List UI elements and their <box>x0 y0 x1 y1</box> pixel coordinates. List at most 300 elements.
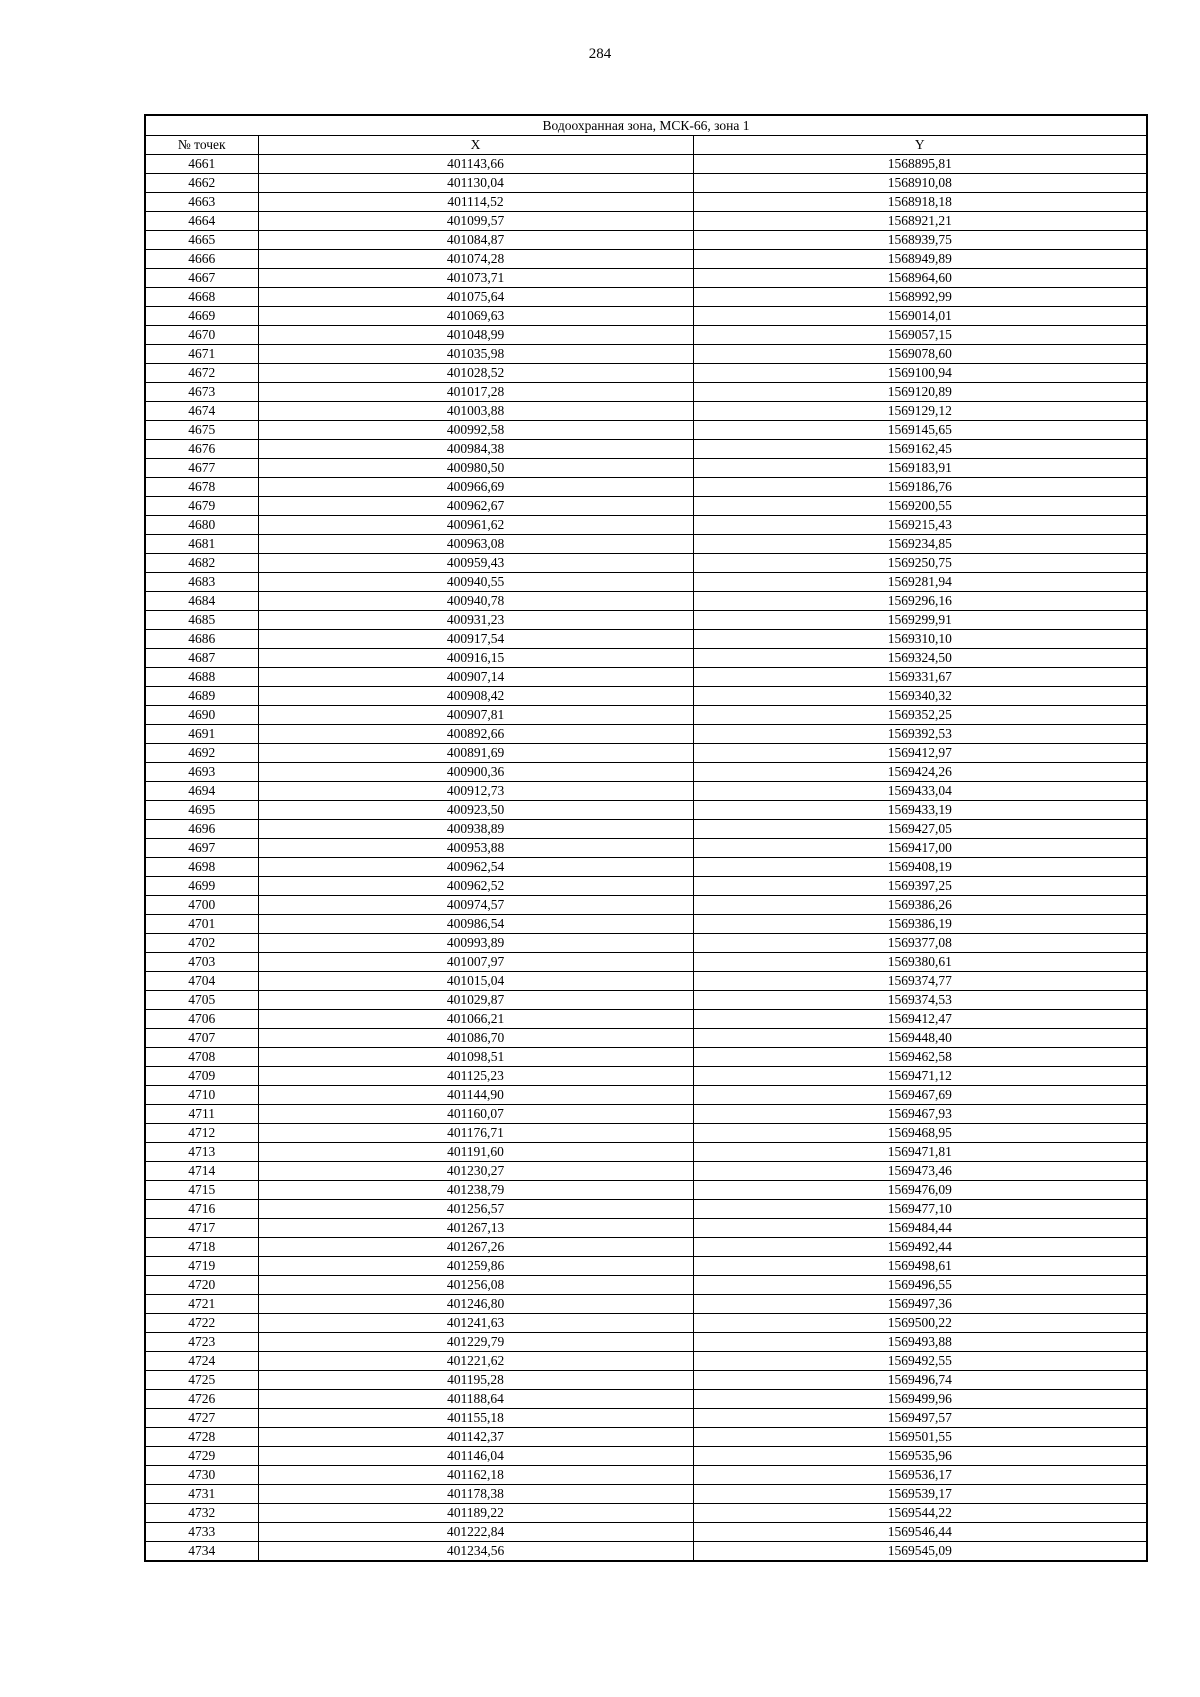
point-number-cell: 4719 <box>145 1257 258 1276</box>
y-coordinate-cell: 1569471,12 <box>693 1067 1147 1086</box>
y-coordinate-cell: 1568939,75 <box>693 231 1147 250</box>
x-coordinate-cell: 401074,28 <box>258 250 693 269</box>
table-caption: Водоохранная зона, МСК-66, зона 1 <box>145 115 1147 136</box>
point-number-cell: 4698 <box>145 858 258 877</box>
table-row <box>145 402 1147 421</box>
table-row <box>145 839 1147 858</box>
y-coordinate-cell: 1569129,12 <box>693 402 1147 421</box>
y-coordinate-cell: 1569397,25 <box>693 877 1147 896</box>
point-number-cell: 4701 <box>145 915 258 934</box>
x-coordinate-cell: 400961,62 <box>258 516 693 535</box>
point-number-cell: 4730 <box>145 1466 258 1485</box>
y-coordinate-cell: 1569544,22 <box>693 1504 1147 1523</box>
y-coordinate-cell: 1569535,96 <box>693 1447 1147 1466</box>
point-number-cell: 4702 <box>145 934 258 953</box>
x-coordinate-cell: 400974,57 <box>258 896 693 915</box>
table-row <box>145 801 1147 820</box>
y-coordinate-cell: 1569477,10 <box>693 1200 1147 1219</box>
table-row <box>145 1143 1147 1162</box>
point-number-cell: 4687 <box>145 649 258 668</box>
x-coordinate-cell: 400992,58 <box>258 421 693 440</box>
table-row <box>145 1371 1147 1390</box>
x-coordinate-cell: 401099,57 <box>258 212 693 231</box>
point-number-cell: 4717 <box>145 1219 258 1238</box>
x-coordinate-cell: 401256,57 <box>258 1200 693 1219</box>
y-coordinate-cell: 1569386,26 <box>693 896 1147 915</box>
x-coordinate-cell: 401125,23 <box>258 1067 693 1086</box>
y-coordinate-cell: 1569100,94 <box>693 364 1147 383</box>
table-row <box>145 972 1147 991</box>
x-coordinate-cell: 400980,50 <box>258 459 693 478</box>
table-row <box>145 459 1147 478</box>
x-coordinate-cell: 401259,86 <box>258 1257 693 1276</box>
x-coordinate-cell: 401178,38 <box>258 1485 693 1504</box>
table-row <box>145 915 1147 934</box>
table-row <box>145 326 1147 345</box>
x-coordinate-cell: 400916,15 <box>258 649 693 668</box>
table-row <box>145 991 1147 1010</box>
y-coordinate-cell: 1569467,69 <box>693 1086 1147 1105</box>
y-coordinate-cell: 1569162,45 <box>693 440 1147 459</box>
y-coordinate-cell: 1568992,99 <box>693 288 1147 307</box>
point-number-cell: 4666 <box>145 250 258 269</box>
table-row <box>145 1124 1147 1143</box>
y-coordinate-cell: 1569412,97 <box>693 744 1147 763</box>
y-coordinate-cell: 1569492,44 <box>693 1238 1147 1257</box>
point-number-cell: 4716 <box>145 1200 258 1219</box>
point-number-cell: 4732 <box>145 1504 258 1523</box>
table-row <box>145 440 1147 459</box>
y-coordinate-cell: 1569299,91 <box>693 611 1147 630</box>
x-coordinate-cell: 400923,50 <box>258 801 693 820</box>
point-number-cell: 4663 <box>145 193 258 212</box>
point-number-cell: 4693 <box>145 763 258 782</box>
x-coordinate-cell: 401188,64 <box>258 1390 693 1409</box>
x-coordinate-cell: 400963,08 <box>258 535 693 554</box>
x-coordinate-cell: 400938,89 <box>258 820 693 839</box>
column-header-x: X <box>258 136 693 155</box>
y-coordinate-cell: 1568910,08 <box>693 174 1147 193</box>
point-number-cell: 4712 <box>145 1124 258 1143</box>
x-coordinate-cell: 401162,18 <box>258 1466 693 1485</box>
x-coordinate-cell: 401230,27 <box>258 1162 693 1181</box>
y-coordinate-cell: 1569476,09 <box>693 1181 1147 1200</box>
x-coordinate-cell: 401246,80 <box>258 1295 693 1314</box>
point-number-cell: 4723 <box>145 1333 258 1352</box>
y-coordinate-cell: 1569215,43 <box>693 516 1147 535</box>
page-number: 284 <box>588 46 612 62</box>
x-coordinate-cell: 401229,79 <box>258 1333 693 1352</box>
y-coordinate-cell: 1569501,55 <box>693 1428 1147 1447</box>
table-row <box>145 687 1147 706</box>
x-coordinate-cell: 401256,08 <box>258 1276 693 1295</box>
table-row <box>145 383 1147 402</box>
point-number-cell: 4720 <box>145 1276 258 1295</box>
y-coordinate-cell: 1569392,53 <box>693 725 1147 744</box>
point-number-cell: 4673 <box>145 383 258 402</box>
point-number-cell: 4714 <box>145 1162 258 1181</box>
x-coordinate-cell: 401035,98 <box>258 345 693 364</box>
x-coordinate-cell: 401066,21 <box>258 1010 693 1029</box>
y-coordinate-cell: 1569057,15 <box>693 326 1147 345</box>
table-row <box>145 1162 1147 1181</box>
y-coordinate-cell: 1569468,95 <box>693 1124 1147 1143</box>
table-row <box>145 497 1147 516</box>
table-row <box>145 877 1147 896</box>
point-number-cell: 4713 <box>145 1143 258 1162</box>
x-coordinate-cell: 400892,66 <box>258 725 693 744</box>
point-number-cell: 4688 <box>145 668 258 687</box>
y-coordinate-cell: 1568921,21 <box>693 212 1147 231</box>
table-row <box>145 421 1147 440</box>
table-row <box>145 1352 1147 1371</box>
table-row <box>145 1010 1147 1029</box>
y-coordinate-cell: 1569427,05 <box>693 820 1147 839</box>
y-coordinate-cell: 1569183,91 <box>693 459 1147 478</box>
y-coordinate-cell: 1569493,88 <box>693 1333 1147 1352</box>
table-row <box>145 1428 1147 1447</box>
point-number-cell: 4665 <box>145 231 258 250</box>
x-coordinate-cell: 401241,63 <box>258 1314 693 1333</box>
table-row <box>145 1333 1147 1352</box>
x-coordinate-cell: 401003,88 <box>258 402 693 421</box>
x-coordinate-cell: 401086,70 <box>258 1029 693 1048</box>
table-row <box>145 573 1147 592</box>
x-coordinate-cell: 400917,54 <box>258 630 693 649</box>
table-row <box>145 554 1147 573</box>
x-coordinate-cell: 401267,26 <box>258 1238 693 1257</box>
point-number-cell: 4680 <box>145 516 258 535</box>
point-number-cell: 4678 <box>145 478 258 497</box>
table-row <box>145 782 1147 801</box>
x-coordinate-cell: 401267,13 <box>258 1219 693 1238</box>
y-coordinate-cell: 1569539,17 <box>693 1485 1147 1504</box>
table-row <box>145 1390 1147 1409</box>
table-row <box>145 155 1147 174</box>
table-row <box>145 174 1147 193</box>
table-row <box>145 706 1147 725</box>
point-number-cell: 4677 <box>145 459 258 478</box>
table-row <box>145 1048 1147 1067</box>
x-coordinate-cell: 400907,14 <box>258 668 693 687</box>
table-body <box>145 155 1147 1562</box>
x-coordinate-cell: 401028,52 <box>258 364 693 383</box>
point-number-cell: 4696 <box>145 820 258 839</box>
point-number-cell: 4676 <box>145 440 258 459</box>
point-number-cell: 4725 <box>145 1371 258 1390</box>
point-number-cell: 4672 <box>145 364 258 383</box>
x-coordinate-cell: 401146,04 <box>258 1447 693 1466</box>
x-coordinate-cell: 401130,04 <box>258 174 693 193</box>
table-row <box>145 516 1147 535</box>
table-header-row <box>145 136 1147 155</box>
point-number-cell: 4715 <box>145 1181 258 1200</box>
x-coordinate-cell: 401114,52 <box>258 193 693 212</box>
y-coordinate-cell: 1569424,26 <box>693 763 1147 782</box>
point-number-cell: 4710 <box>145 1086 258 1105</box>
table-row <box>145 345 1147 364</box>
point-number-cell: 4695 <box>145 801 258 820</box>
x-coordinate-cell: 401195,28 <box>258 1371 693 1390</box>
x-coordinate-cell: 400962,54 <box>258 858 693 877</box>
x-coordinate-cell: 401189,22 <box>258 1504 693 1523</box>
y-coordinate-cell: 1569484,44 <box>693 1219 1147 1238</box>
table-row <box>145 269 1147 288</box>
x-coordinate-cell: 400962,52 <box>258 877 693 896</box>
point-number-cell: 4675 <box>145 421 258 440</box>
y-coordinate-cell: 1568895,81 <box>693 155 1147 174</box>
table-row <box>145 1504 1147 1523</box>
x-coordinate-cell: 401155,18 <box>258 1409 693 1428</box>
point-number-cell: 4669 <box>145 307 258 326</box>
point-number-cell: 4686 <box>145 630 258 649</box>
point-number-cell: 4683 <box>145 573 258 592</box>
table-row <box>145 1105 1147 1124</box>
point-number-cell: 4722 <box>145 1314 258 1333</box>
table-row <box>145 953 1147 972</box>
table-row <box>145 478 1147 497</box>
table-row <box>145 668 1147 687</box>
table-row <box>145 288 1147 307</box>
y-coordinate-cell: 1569497,57 <box>693 1409 1147 1428</box>
table-row <box>145 1409 1147 1428</box>
y-coordinate-cell: 1569412,47 <box>693 1010 1147 1029</box>
x-coordinate-cell: 401142,37 <box>258 1428 693 1447</box>
point-number-cell: 4681 <box>145 535 258 554</box>
table-row <box>145 1200 1147 1219</box>
x-coordinate-cell: 401176,71 <box>258 1124 693 1143</box>
table-row <box>145 611 1147 630</box>
table-row <box>145 1314 1147 1333</box>
point-number-cell: 4662 <box>145 174 258 193</box>
y-coordinate-cell: 1569186,76 <box>693 478 1147 497</box>
x-coordinate-cell: 400908,42 <box>258 687 693 706</box>
x-coordinate-cell: 401029,87 <box>258 991 693 1010</box>
y-coordinate-cell: 1568964,60 <box>693 269 1147 288</box>
x-coordinate-cell: 401017,28 <box>258 383 693 402</box>
table-row <box>145 364 1147 383</box>
column-header-point-number: № точек <box>145 136 258 155</box>
point-number-cell: 4691 <box>145 725 258 744</box>
point-number-cell: 4690 <box>145 706 258 725</box>
point-number-cell: 4697 <box>145 839 258 858</box>
y-coordinate-cell: 1569374,53 <box>693 991 1147 1010</box>
y-coordinate-cell: 1569471,81 <box>693 1143 1147 1162</box>
table-row <box>145 1485 1147 1504</box>
x-coordinate-cell: 401191,60 <box>258 1143 693 1162</box>
point-number-cell: 4726 <box>145 1390 258 1409</box>
x-coordinate-cell: 401007,97 <box>258 953 693 972</box>
y-coordinate-cell: 1569200,55 <box>693 497 1147 516</box>
point-number-cell: 4727 <box>145 1409 258 1428</box>
table-row <box>145 1542 1147 1562</box>
table-row <box>145 1523 1147 1542</box>
x-coordinate-cell: 400940,78 <box>258 592 693 611</box>
table-row <box>145 630 1147 649</box>
point-number-cell: 4661 <box>145 155 258 174</box>
x-coordinate-cell: 401048,99 <box>258 326 693 345</box>
y-coordinate-cell: 1569380,61 <box>693 953 1147 972</box>
point-number-cell: 4694 <box>145 782 258 801</box>
table-row <box>145 1466 1147 1485</box>
point-number-cell: 4667 <box>145 269 258 288</box>
point-number-cell: 4733 <box>145 1523 258 1542</box>
y-coordinate-cell: 1569536,17 <box>693 1466 1147 1485</box>
table-row <box>145 858 1147 877</box>
y-coordinate-cell: 1569281,94 <box>693 573 1147 592</box>
table-row <box>145 1181 1147 1200</box>
y-coordinate-cell: 1569433,04 <box>693 782 1147 801</box>
point-number-cell: 4671 <box>145 345 258 364</box>
table-row <box>145 1295 1147 1314</box>
y-coordinate-cell: 1569433,19 <box>693 801 1147 820</box>
table-row <box>145 934 1147 953</box>
point-number-cell: 4734 <box>145 1542 258 1562</box>
x-coordinate-cell: 401098,51 <box>258 1048 693 1067</box>
y-coordinate-cell: 1569296,16 <box>693 592 1147 611</box>
point-number-cell: 4670 <box>145 326 258 345</box>
table-row <box>145 212 1147 231</box>
point-number-cell: 4689 <box>145 687 258 706</box>
y-coordinate-cell: 1569473,46 <box>693 1162 1147 1181</box>
point-number-cell: 4709 <box>145 1067 258 1086</box>
x-coordinate-cell: 401144,90 <box>258 1086 693 1105</box>
table-row <box>145 1447 1147 1466</box>
table-row <box>145 1257 1147 1276</box>
table-row <box>145 250 1147 269</box>
x-coordinate-cell: 400953,88 <box>258 839 693 858</box>
table-row <box>145 193 1147 212</box>
point-number-cell: 4711 <box>145 1105 258 1124</box>
point-number-cell: 4704 <box>145 972 258 991</box>
point-number-cell: 4707 <box>145 1029 258 1048</box>
column-header-y: Y <box>693 136 1147 155</box>
x-coordinate-cell: 401084,87 <box>258 231 693 250</box>
y-coordinate-cell: 1569377,08 <box>693 934 1147 953</box>
y-coordinate-cell: 1569500,22 <box>693 1314 1147 1333</box>
point-number-cell: 4706 <box>145 1010 258 1029</box>
table-row <box>145 1067 1147 1086</box>
table-row <box>145 649 1147 668</box>
x-coordinate-cell: 400931,23 <box>258 611 693 630</box>
point-number-cell: 4674 <box>145 402 258 421</box>
x-coordinate-cell: 401221,62 <box>258 1352 693 1371</box>
table-row <box>145 535 1147 554</box>
point-number-cell: 4699 <box>145 877 258 896</box>
y-coordinate-cell: 1568949,89 <box>693 250 1147 269</box>
y-coordinate-cell: 1569250,75 <box>693 554 1147 573</box>
table-row <box>145 231 1147 250</box>
x-coordinate-cell: 400940,55 <box>258 573 693 592</box>
y-coordinate-cell: 1569120,89 <box>693 383 1147 402</box>
point-number-cell: 4679 <box>145 497 258 516</box>
x-coordinate-cell: 400900,36 <box>258 763 693 782</box>
y-coordinate-cell: 1569462,58 <box>693 1048 1147 1067</box>
y-coordinate-cell: 1569496,74 <box>693 1371 1147 1390</box>
y-coordinate-cell: 1569448,40 <box>693 1029 1147 1048</box>
table-row <box>145 1086 1147 1105</box>
y-coordinate-cell: 1569145,65 <box>693 421 1147 440</box>
x-coordinate-cell: 400912,73 <box>258 782 693 801</box>
y-coordinate-cell: 1569408,19 <box>693 858 1147 877</box>
table-row <box>145 1276 1147 1295</box>
point-number-cell: 4708 <box>145 1048 258 1067</box>
point-number-cell: 4682 <box>145 554 258 573</box>
y-coordinate-cell: 1569498,61 <box>693 1257 1147 1276</box>
point-number-cell: 4729 <box>145 1447 258 1466</box>
table-row <box>145 307 1147 326</box>
x-coordinate-cell: 400993,89 <box>258 934 693 953</box>
x-coordinate-cell: 401015,04 <box>258 972 693 991</box>
y-coordinate-cell: 1569386,19 <box>693 915 1147 934</box>
table-row <box>145 1219 1147 1238</box>
y-coordinate-cell: 1569545,09 <box>693 1542 1147 1562</box>
x-coordinate-cell: 400966,69 <box>258 478 693 497</box>
point-number-cell: 4684 <box>145 592 258 611</box>
x-coordinate-cell: 401069,63 <box>258 307 693 326</box>
x-coordinate-cell: 400891,69 <box>258 744 693 763</box>
y-coordinate-cell: 1569014,01 <box>693 307 1147 326</box>
table-row <box>145 896 1147 915</box>
table-row <box>145 1238 1147 1257</box>
table-row <box>145 763 1147 782</box>
point-number-cell: 4668 <box>145 288 258 307</box>
coordinates-table <box>144 114 1148 1562</box>
table-row <box>145 1029 1147 1048</box>
y-coordinate-cell: 1569340,32 <box>693 687 1147 706</box>
y-coordinate-cell: 1569546,44 <box>693 1523 1147 1542</box>
x-coordinate-cell: 400962,67 <box>258 497 693 516</box>
table-row <box>145 820 1147 839</box>
x-coordinate-cell: 400986,54 <box>258 915 693 934</box>
x-coordinate-cell: 401143,66 <box>258 155 693 174</box>
point-number-cell: 4728 <box>145 1428 258 1447</box>
y-coordinate-cell: 1569234,85 <box>693 535 1147 554</box>
y-coordinate-cell: 1569331,67 <box>693 668 1147 687</box>
y-coordinate-cell: 1569499,96 <box>693 1390 1147 1409</box>
y-coordinate-cell: 1568918,18 <box>693 193 1147 212</box>
point-number-cell: 4724 <box>145 1352 258 1371</box>
x-coordinate-cell: 400984,38 <box>258 440 693 459</box>
x-coordinate-cell: 401075,64 <box>258 288 693 307</box>
x-coordinate-cell: 401238,79 <box>258 1181 693 1200</box>
y-coordinate-cell: 1569324,50 <box>693 649 1147 668</box>
y-coordinate-cell: 1569492,55 <box>693 1352 1147 1371</box>
x-coordinate-cell: 401073,71 <box>258 269 693 288</box>
y-coordinate-cell: 1569417,00 <box>693 839 1147 858</box>
y-coordinate-cell: 1569352,25 <box>693 706 1147 725</box>
y-coordinate-cell: 1569078,60 <box>693 345 1147 364</box>
point-number-cell: 4685 <box>145 611 258 630</box>
x-coordinate-cell: 401222,84 <box>258 1523 693 1542</box>
y-coordinate-cell: 1569496,55 <box>693 1276 1147 1295</box>
table-row <box>145 592 1147 611</box>
point-number-cell: 4721 <box>145 1295 258 1314</box>
y-coordinate-cell: 1569467,93 <box>693 1105 1147 1124</box>
y-coordinate-cell: 1569310,10 <box>693 630 1147 649</box>
table-caption-row <box>145 115 1147 136</box>
table-row <box>145 725 1147 744</box>
x-coordinate-cell: 400959,43 <box>258 554 693 573</box>
point-number-cell: 4731 <box>145 1485 258 1504</box>
x-coordinate-cell: 401160,07 <box>258 1105 693 1124</box>
y-coordinate-cell: 1569497,36 <box>693 1295 1147 1314</box>
x-coordinate-cell: 400907,81 <box>258 706 693 725</box>
point-number-cell: 4700 <box>145 896 258 915</box>
table-row <box>145 744 1147 763</box>
point-number-cell: 4718 <box>145 1238 258 1257</box>
point-number-cell: 4703 <box>145 953 258 972</box>
